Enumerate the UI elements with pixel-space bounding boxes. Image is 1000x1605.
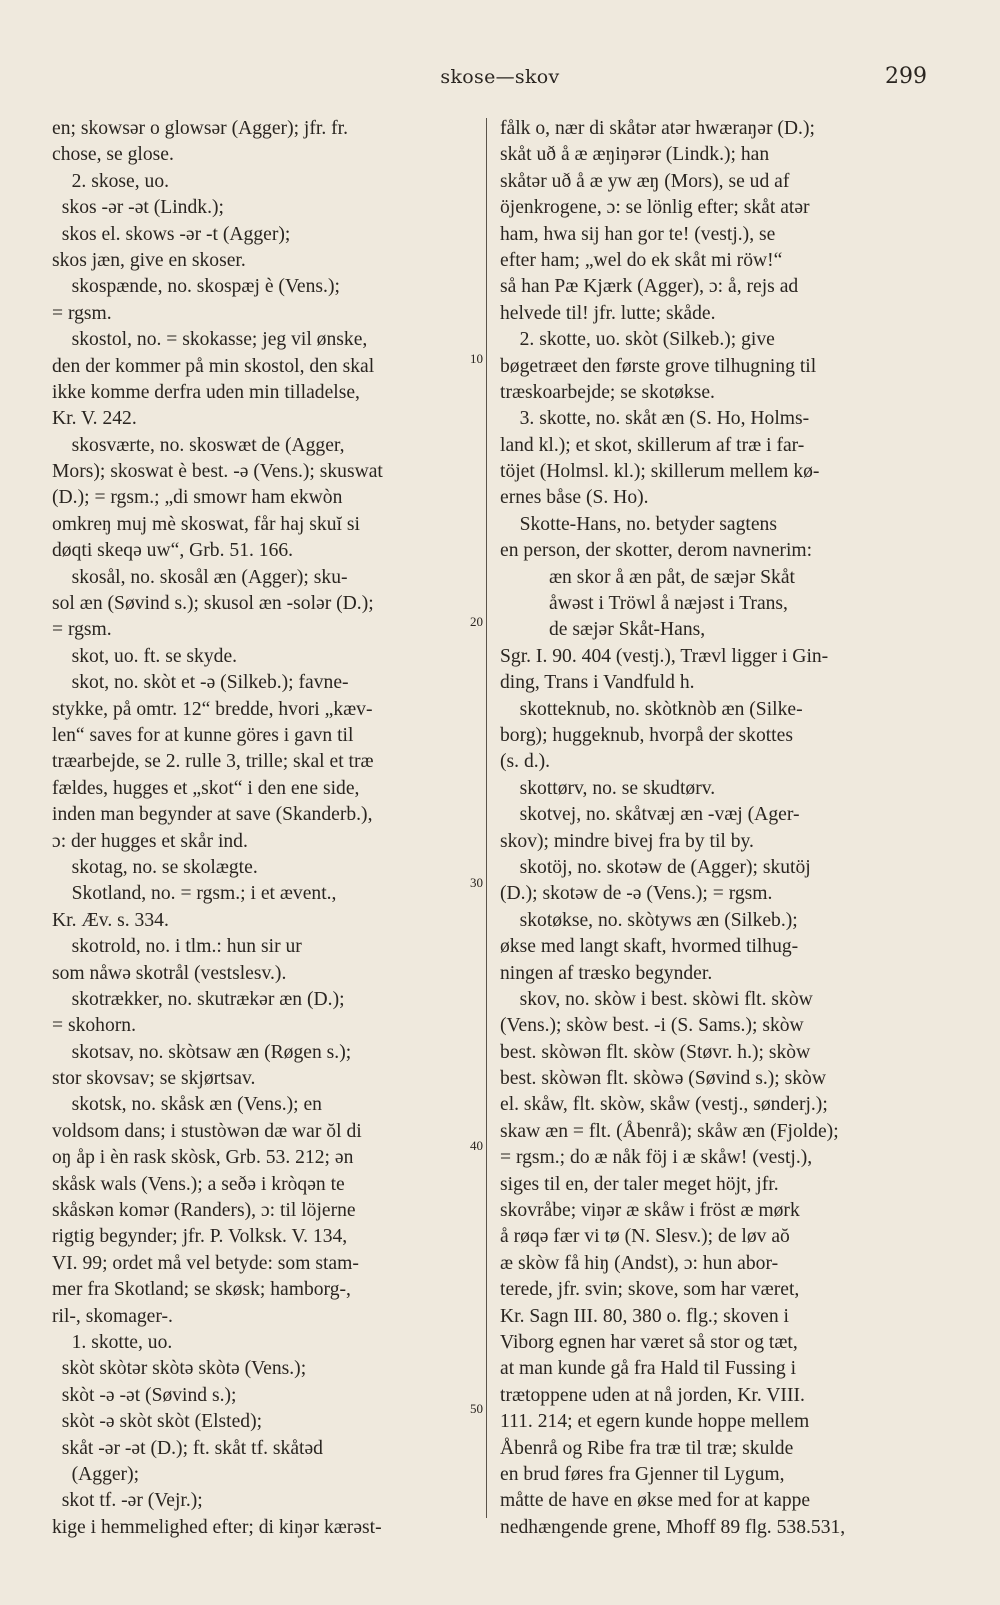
text-line: (Vens.); skòw best. -i (S. Sams.); skòw <box>500 1015 804 1037</box>
text-line: skov, no. skòw i best. skòwi flt. skòw <box>500 988 813 1010</box>
text-line: Skotte-Hans, no. betyder sagtens <box>500 513 777 535</box>
text-line: ningen af træsko begynder. <box>500 962 713 984</box>
text-line: skotøkse, no. skòtyws æn (Silkeb.); <box>500 909 798 931</box>
text-line: en brud føres fra Gjenner til Lygum, <box>500 1463 785 1485</box>
text-line: måtte de have en økse med for at kappe <box>500 1490 811 1512</box>
text-line: 111. 214; et egern kunde hoppe mellem <box>500 1411 810 1433</box>
text-line: inden man begynder at save (Skanderb.), <box>52 804 373 826</box>
text-line: nedhængende grene, Mhoff 89 flg. 538.531, <box>500 1516 846 1538</box>
line-number: 30 <box>470 875 483 890</box>
text-line: Mors); skoswat è best. -ə (Vens.); skuswat <box>52 461 383 483</box>
text-line: en person, der skotter, derom navnerim: <box>500 540 813 562</box>
text-line: ernes båse (S. Ho). <box>500 487 649 509</box>
text-line: skostol, no. = skokasse; jeg vil ønske, <box>52 329 368 351</box>
text-line: skosværte, no. skoswæt de (Agger, <box>52 434 345 456</box>
text-line: skottørv, no. se skudtørv. <box>500 777 716 799</box>
text-line: ɔ: der hugges et skår ind. <box>52 830 248 852</box>
text-line: (s. d.). <box>500 751 551 773</box>
text-line: fældes, hugges et „skot“ i den ene side, <box>52 777 360 799</box>
text-line: siges til en, der taler meget höjt, jfr. <box>500 1173 779 1195</box>
line-number: 50 <box>470 1401 483 1416</box>
line-number: 10 <box>470 351 483 366</box>
text-line: som nåwə skotrål (vestslesv.). <box>52 962 287 984</box>
right-column <box>500 116 918 1541</box>
left-column <box>52 116 472 1541</box>
text-line: töjet (Holmsl. kl.); skillerum mellem kø- <box>500 461 820 483</box>
page-header <box>0 62 1000 96</box>
text-line: helvede til! jfr. lutte; skåde. <box>500 302 716 324</box>
text-line: kige i hemmelighed efter; di kiŋər kærəst- <box>52 1516 382 1538</box>
text-line: skos jæn, give en skoser. <box>52 249 246 271</box>
text-line: skot, uo. ft. se skyde. <box>52 645 238 667</box>
text-line: sol æn (Søvind s.); skusol æn -solər (D.); <box>52 593 374 615</box>
text-line: at man kunde gå fra Hald til Fussing i <box>500 1358 797 1380</box>
line-number: 20 <box>470 614 483 629</box>
text-line: døqti skeqə uw“, Grb. 51. 166. <box>52 540 294 562</box>
text-line: best. skòwən flt. skòwə (Søvind s.); skòw <box>500 1068 827 1090</box>
text-line: skotvej, no. skåtvæj æn -væj (Ager- <box>500 804 800 826</box>
text-line: æ skòw få hiŋ (Andst), ɔ: hun abor- <box>500 1252 779 1274</box>
text-line: Skotland, no. = rgsm.; i et ævent., <box>52 883 337 905</box>
text-line: skotsk, no. skåsk æn (Vens.); en <box>52 1094 322 1116</box>
page-number: 299 <box>885 64 927 89</box>
text-line: de sæjər Skåt-Hans, <box>500 619 706 641</box>
text-line: skòt skòtər skòtə skòtə (Vens.); <box>52 1358 307 1380</box>
text-line: borg); huggeknub, hvorpå der skottes <box>500 724 793 746</box>
text-line: skaw æn = flt. (Åbenrå); skåw æn (Fjolde); <box>500 1120 839 1142</box>
column-divider <box>486 118 487 1518</box>
text-line: økse med langt skaft, hvormed tilhug- <box>500 936 799 958</box>
text-line: skospænde, no. skospæj è (Vens.); <box>52 276 340 298</box>
text-line: fålk o, nær di skåtər atər hwæraŋər (D.); <box>500 118 815 139</box>
text-line: Sgr. I. 90. 404 (vestj.), Trævl ligger i Gin- <box>500 645 829 667</box>
text-line: stykke, på omtr. 12“ bredde, hvori „kæv- <box>52 698 373 720</box>
text-line: skotöj, no. skotəw de (Agger); skutöj <box>500 856 811 878</box>
text-line: oŋ åp i èn rask skòsk, Grb. 53. 212; ən <box>52 1147 354 1169</box>
text-line: len“ saves for at kunne göres i gavn til <box>52 724 354 746</box>
text-line: bøgetræet den første grove tilhugning til <box>500 355 817 377</box>
text-line: voldsom dans; i stustòwən dæ war ŏl di <box>52 1120 362 1142</box>
running-head: skose—skov <box>440 66 560 88</box>
text-line: skosål, no. skosål æn (Agger); sku- <box>52 566 348 588</box>
text-line: = rgsm. <box>52 619 112 641</box>
text-line: skotteknub, no. skòtknòb æn (Silke- <box>500 698 803 720</box>
text-line: skovråbe; viŋər æ skåw i fröst æ mørk <box>500 1200 800 1222</box>
text-line: (Agger); <box>52 1463 140 1485</box>
text-line: skos -ər -ət (Lindk.); <box>52 197 224 219</box>
text-line: el. skåw, flt. skòw, skåw (vestj., sønderj.); <box>500 1094 828 1116</box>
text-line: Kr. V. 242. <box>52 408 137 430</box>
text-line: skotsav, no. skòtsaw æn (Røgen s.); <box>52 1041 352 1063</box>
text-line: skov); mindre bivej fra by til by. <box>500 830 754 852</box>
text-line: öjenkrogene, ɔ: se lönlig efter; skåt atər <box>500 197 810 219</box>
text-line: skotrækker, no. skutrækər æn (D.); <box>52 988 345 1010</box>
text-line: skotag, no. se skolægte. <box>52 856 258 878</box>
text-line: ikke komme derfra uden min tilladelse, <box>52 381 360 403</box>
text-line: rigtig begynder; jfr. P. Volksk. V. 134, <box>52 1226 348 1248</box>
text-line: træarbejde, se 2. rulle 3, trille; skal et træ <box>52 751 374 773</box>
text-line: efter ham; „wel do ek skåt mi röw!“ <box>500 249 783 271</box>
text-line: terede, jfr. svin; skove, som har været, <box>500 1279 800 1301</box>
text-line: skåtər uð å æ yw æŋ (Mors), se ud af <box>500 170 790 192</box>
text-line: 1. skotte, uo. <box>52 1331 173 1353</box>
text-line: en; skowsər o glowsər (Agger); jfr. fr. <box>52 118 349 139</box>
text-line: = rgsm. <box>52 302 112 324</box>
text-line: skåsk wals (Vens.); a seðə i kròqən te <box>52 1173 345 1195</box>
text-line: Viborg egnen har været så stor og tæt, <box>500 1331 798 1353</box>
text-line: trætoppene uden at nå jorden, Kr. VIII. <box>500 1384 805 1406</box>
text-line: Kr. Sagn III. 80, 380 o. flg.; skoven i <box>500 1305 789 1327</box>
text-line: skåt uð å æ æŋiŋərər (Lindk.); han <box>500 144 770 166</box>
text-line: best. skòwən flt. skòw (Støvr. h.); skòw <box>500 1041 811 1063</box>
text-line: = rgsm.; do æ nåk föj i æ skåw! (vestj.), <box>500 1147 813 1169</box>
text-line: 2. skotte, uo. skòt (Silkeb.); give <box>500 329 775 351</box>
text-line: land kl.); et skot, skillerum af træ i far- <box>500 434 805 456</box>
text-line: (D.); skotəw de -ə (Vens.); = rgsm. <box>500 883 773 905</box>
text-line: 2. skose, uo. <box>52 170 170 192</box>
text-line: skot tf. -ər (Vejr.); <box>52 1490 203 1512</box>
text-line: Åbenrå og Ribe fra træ til træ; skulde <box>500 1437 794 1459</box>
text-line: å røqə fær vi tø (N. Slesv.); de løv aŏ <box>500 1226 790 1248</box>
text-line: ril-, skomager-. <box>52 1305 173 1327</box>
text-line: = skohorn. <box>52 1015 136 1037</box>
text-line: stor skovsav; se skjørtsav. <box>52 1068 256 1090</box>
text-line: ding, Trans i Vandfuld h. <box>500 672 695 694</box>
text-line: skot, no. skòt et -ə (Silkeb.); favne- <box>52 672 349 694</box>
text-line: den der kommer på min skostol, den skal <box>52 355 375 377</box>
text-line: æn skor å æn påt, de sæjər Skåt <box>500 566 795 588</box>
text-line: træskoarbejde; se skotøkse. <box>500 381 715 403</box>
text-line: skòt -ə -ət (Søvind s.); <box>52 1384 237 1406</box>
line-number: 40 <box>470 1138 483 1153</box>
text-line: skåskən komər (Randers), ɔ: til löjerne <box>52 1200 356 1222</box>
text-line: 3. skotte, no. skåt æn (S. Ho, Holms- <box>500 408 810 430</box>
text-line: ham, hwa sij han gor te! (vestj.), se <box>500 223 776 245</box>
text-line: mer fra Skotland; se skøsk; hamborg-, <box>52 1279 351 1301</box>
text-line: skåt -ər -ət (D.); ft. skåt tf. skåtəd <box>52 1437 323 1459</box>
text-line: skos el. skows -ər -t (Agger); <box>52 223 291 245</box>
text-line: skòt -ə skòt skòt (Elsted); <box>52 1411 263 1433</box>
text-line: åwəst i Tröwl å næjəst i Trans, <box>500 593 788 615</box>
text-line: chose, se glose. <box>52 144 174 166</box>
text-line: (D.); = rgsm.; „di smowr ham ekwòn <box>52 487 343 509</box>
text-line: Kr. Æv. s. 334. <box>52 909 169 931</box>
text-line: skotrold, no. i tlm.: hun sir ur <box>52 936 302 958</box>
text-line: så han Pæ Kjærk (Agger), ɔ: å, rejs ad <box>500 276 799 298</box>
text-line: omkreŋ muj mè skoswat, får haj skuĭ si <box>52 513 360 535</box>
text-line: VI. 99; ordet må vel betyde: som stam- <box>52 1252 359 1274</box>
